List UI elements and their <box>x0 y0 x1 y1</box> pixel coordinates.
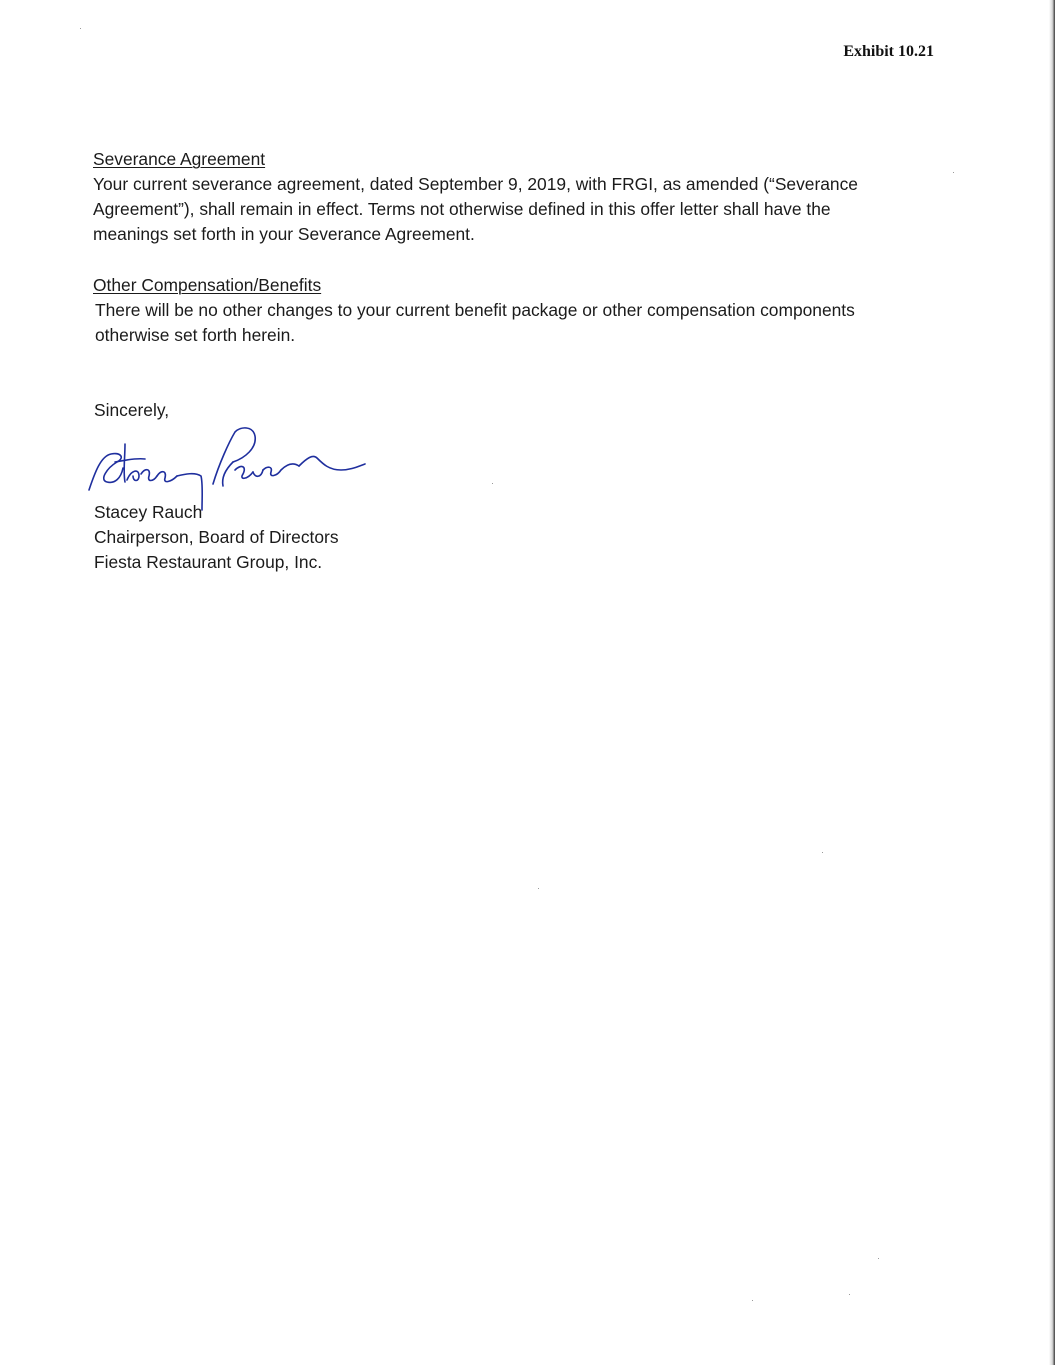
signatory-name: Stacey Rauch <box>94 502 203 522</box>
other-compensation-heading: Other Compensation/Benefits <box>93 275 322 295</box>
scan-speck <box>953 172 954 173</box>
scan-speck <box>492 483 493 484</box>
paragraph-line: There will be no other changes to your current benefit package or other compensation components <box>95 300 855 320</box>
signatory-company: Fiesta Restaurant Group, Inc. <box>94 552 323 572</box>
signatory-block <box>94 500 339 575</box>
scan-speck <box>752 1300 753 1301</box>
paragraph-line: Your current severance agreement, dated September 9, 2019, with FRGI, as amended (“Severance <box>93 174 858 194</box>
paragraph-line: Agreement”), shall remain in effect. Terms not otherwise defined in this offer letter shall have the <box>93 199 831 219</box>
severance-agreement-paragraph <box>93 172 943 247</box>
closing-salutation: Sincerely, <box>94 400 170 420</box>
signatory-title: Chairperson, Board of Directors <box>94 527 339 547</box>
scan-speck <box>878 1258 879 1259</box>
scan-edge-shadow <box>1049 0 1055 1365</box>
scan-speck <box>538 888 539 889</box>
other-compensation-paragraph <box>95 298 945 348</box>
scan-speck <box>849 1294 850 1295</box>
paragraph-line: otherwise set forth herein. <box>95 325 296 345</box>
exhibit-label: Exhibit 10.21 <box>843 43 934 60</box>
severance-agreement-heading: Severance Agreement <box>93 149 266 169</box>
paragraph-line: meanings set forth in your Severance Agreement. <box>93 224 475 244</box>
scan-speck <box>822 852 823 853</box>
scan-speck <box>80 28 81 29</box>
